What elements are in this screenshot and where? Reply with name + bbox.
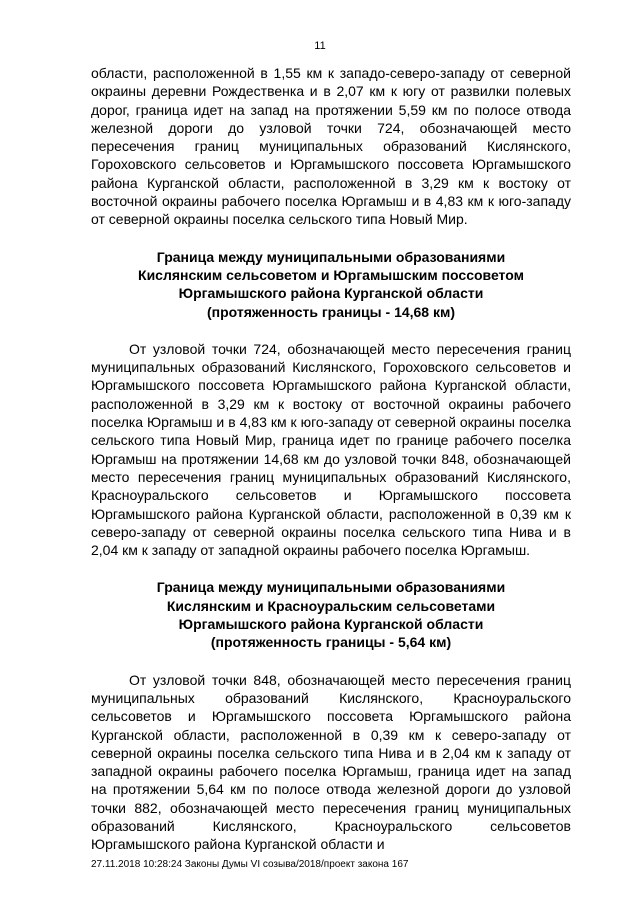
paragraph-section-1: От узловой точки 724, обозначающей место пересечения границ муниципальных образований Кислянского, Гороховского сельсоветов и Юргамышского поссовета Юргамышского района Курганской области, расположенной в 3,29 км к востоку от восточной окраины рабочего поселка Юргамыш и в 4,83 км к юго-западу от северной окраины поселка сельского типа Новый Мир, граница идет по границе рабочего поселка Юргамыш на протяжении 14,68 км до узловой точки 848, обозначающей место пересечения границ муниципальных образований Кислянского, Красноуральского сельсоветов и Юргамышского поссовета Юргамышского района Курганской области, расположенной в 0,39 км к северо-западу от северной окраины поселка сельского типа Нива и в 2,04 км к западу от западной окраины рабочего поселка Юргамыш. <box>91 340 571 559</box>
document-footer: 27.11.2018 10:28:24 Законы Думы VI созыва/2018/проект закона 167 <box>91 859 409 870</box>
section-heading-2 <box>91 578 571 651</box>
heading-1-line-2: Кислянским сельсоветом и Юргамышским поссоветом <box>138 266 524 283</box>
heading-1-line-4: (протяженность границы - 14,68 км) <box>206 303 456 320</box>
document-body <box>91 64 571 854</box>
heading-2-line-2: Кислянским и Красноуральским сельсоветами <box>166 597 496 614</box>
heading-1-line-1: Граница между муниципальными образованиями <box>156 248 506 265</box>
heading-1-line-3: Юргамышского района Курганской области <box>178 285 484 302</box>
heading-2-line-3: Юргамышского района Курганской области <box>178 616 484 633</box>
page-number: 11 <box>314 40 326 52</box>
paragraph-continuation: области, расположенной в 1,55 км к западо-северо-западу от северной окраины деревни Рождественка и в 2,07 км к югу от развилки полевых дорог, граница идет на запад на протяжении 5,59 км по полосе отвода железной дороги до узловой точки 724, обозначающей место пересечения границ муниципальных образований Кислянского, Гороховского сельсоветов и Юргамышского поссовета Юргамышского района Курганской области, расположенной в 3,29 км к востоку от восточной окраины рабочего поселка Юргамыш и в 4,83 км к юго-западу от северной окраины поселка сельского типа Новый Мир. <box>91 65 571 228</box>
heading-2-line-1: Граница между муниципальными образованиями <box>156 579 506 596</box>
heading-2-line-4: (протяженность границы - 5,64 км) <box>210 634 452 651</box>
section-heading-1 <box>91 248 571 321</box>
paragraph-section-2: От узловой точки 848, обозначающей место пересечения границ муниципальных образований Кислянского, Красноуральского сельсоветов и Юргамышского поссовета Юргамышского района Курганской области, расположенной в 0,39 км к северо-западу от северной окраины поселка сельского типа Нива и в 2,04 км к западу от западной окраины рабочего поселка Юргамыш, граница идет на запад на протяжении 5,64 км по полосе отвода железной дороги до узловой точки 882, обозначающей место пересечения границ муниципальных образований Кислянского, Красноуральского сельсоветов Юргамышского района Курганской области и <box>91 671 571 853</box>
